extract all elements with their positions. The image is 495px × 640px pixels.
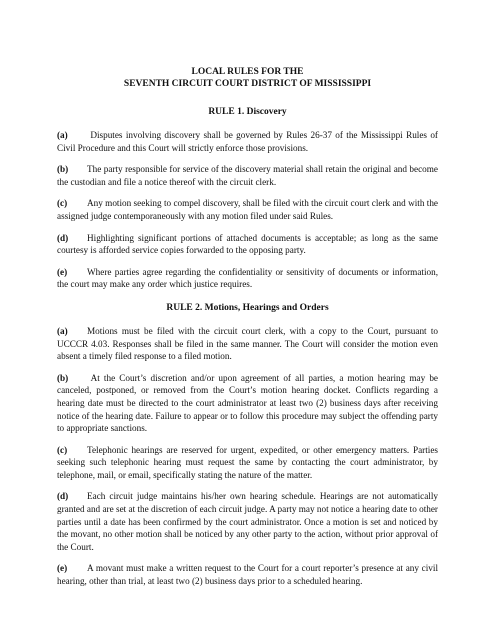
para-text: Disputes involving discovery shall be governed by Rules 26-37 of the Mississippi Rules of Civil Procedure and this Court will strictly enforce those provisions. [57,130,438,153]
rule1-para-d [57,232,438,257]
para-label: (e) [57,563,68,574]
para-label: (d) [57,491,69,502]
para-label: (c) [57,444,68,455]
para-text: The party responsible for service of the discovery material shall retain the original and become the custodian and file a notice thereof with the circuit clerk. [57,164,438,187]
para-label: (c) [57,198,68,209]
para-text: Telephonic hearings are reserved for urgent, expedited, or other emergency matters. Parties seeking such telephonic hearing must request the same by contacting the court administrator, by telephone, mail, or email, specifically stating the nature of the matter. [57,444,438,480]
para-text: A movant must make a written request to the Court for a court reporter’s presence at any civil hearing, other than trial, at least two (2) business days prior to a scheduled hearing. [57,563,438,587]
para-label: (e) [57,266,68,277]
rule1-para-b [57,163,438,188]
para-text: Highlighting significant portions of attached documents is acceptable; as long as the same courtesy is afforded service copies forwarded to the opposing party. [57,232,438,256]
document-title-line2: SEVENTH CIRCUIT COURT DISTRICT OF MISSISSIPPI [123,79,372,89]
rule1-para-a [57,129,438,154]
para-label: (a) [57,325,68,336]
rule2-para-d [57,490,438,553]
para-text: At the Court’s discretion and/or upon agreement of all parties, a motion hearing may be canceled, postponed, or removed from the Court’s motion hearing docket. Conflicts regarding a hearing date must be directed to the court administrator at least two (2) business days after receiving notice of the hearing date. Failure to appear or to follow this procedure may subject the offending party to appropriate sanctions. [57,372,438,434]
para-label: (b) [57,372,69,383]
rule2-para-c [57,444,438,482]
para-text: Any motion seeking to compel discovery, shall be filed with the circuit court clerk and with the assigned judge contemporaneously with any motion filed under said Rules. [57,198,438,221]
rule2-heading: RULE 2. Motions, Hearings and Orders [166,302,329,313]
rule2-para-e [57,562,438,587]
rule1-heading: RULE 1. Discovery [208,107,287,117]
para-text: Each circuit judge maintains his/her own hearing schedule. Hearings are not automatically granted and are set at the discretion of each circuit judge. A party may not notice a hearing date to other parties until a date has been confirmed by the court administrator. Once a motion is set and noticed by the movant, no other motion shall be noticed by any other party to the action, without prior approval of the Court. [57,491,438,552]
para-text: Motions must be filed with the circuit court clerk, with a copy to the Court, pursuant to UCCCR 4.03. Responses shall be filed in the same manner. The Court will consider the motion even absent a timely filed response to a filed motion. [57,325,438,362]
rule1-para-c [57,197,438,222]
para-label: (d) [57,232,69,243]
para-label: (a) [57,130,68,140]
para-label: (b) [57,164,69,175]
rule2-para-a [57,325,438,363]
document-title-line1: LOCAL RULES FOR THE [191,67,304,77]
para-text: Where parties agree regarding the confidentiality or sensitivity of documents or information, the court may make any order which justice requires. [57,266,438,290]
rule1-para-e [57,266,438,291]
rule2-para-b [57,372,438,435]
